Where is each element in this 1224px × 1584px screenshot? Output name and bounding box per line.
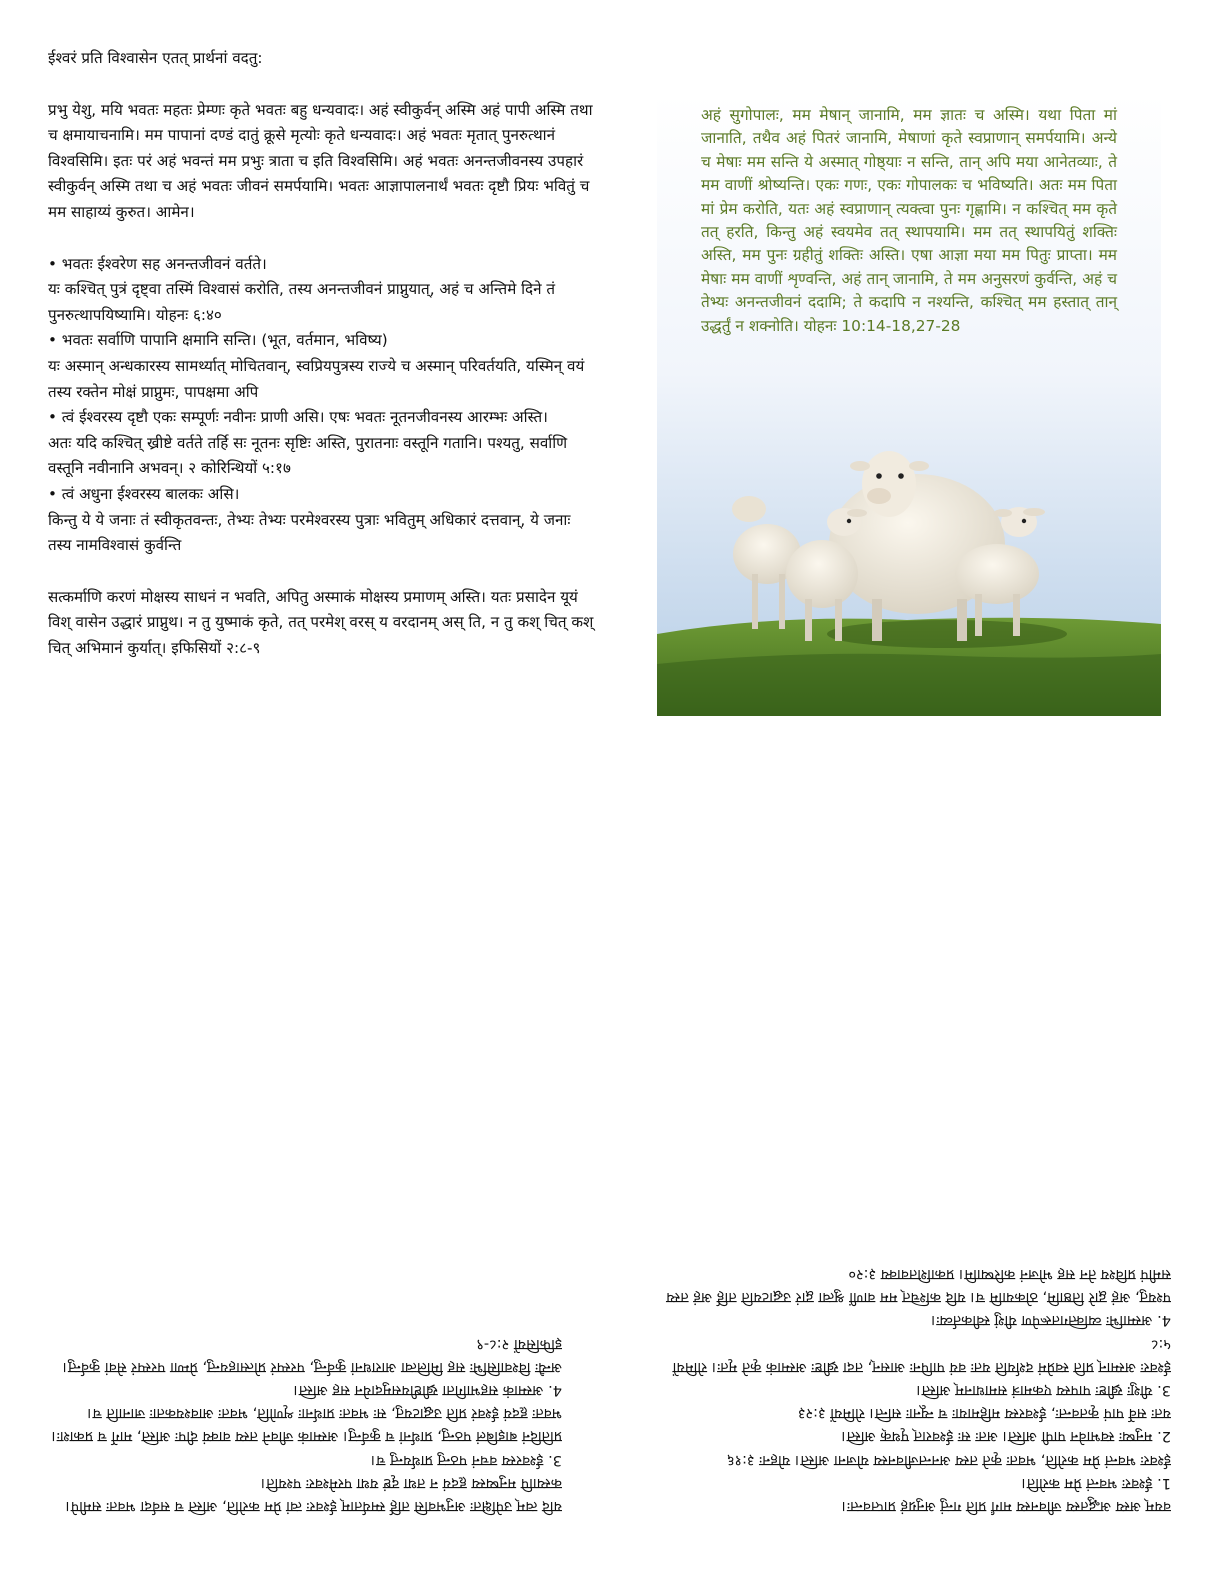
prayer-panel bbox=[48, 46, 596, 661]
text-line: यदि त्वम् उपेक्षितः अनुभवसि तर्हि स्मर्यताम् ईश्वरः त्वां प्रेम करोति, अस्ति च सर्वदा भवतः समीपे। bbox=[65, 1498, 562, 1515]
text-line: कस्यापि मनुष्यस्य हृदयं न तथा दृष्टं यथा परमेश्वरः पश्यति। bbox=[260, 1474, 562, 1492]
text-line: भवतः हृदयं ईश्वरं प्रति उद्घाटयतु, सः भवतः प्रार्थनाः शृणोति, भवतः आवश्यकताः जानाति च। bbox=[87, 1405, 562, 1423]
text-line: 1. ईश्वरः भवन्तं प्रेम करोति। bbox=[1021, 1474, 1171, 1492]
bullet-line: • त्वं ईश्वरस्य दृष्टौ एकः सम्पूर्णः नवीनः प्राणी असि। एषः भवतः नूतनजीवनस्य आरम्भः अस्ति। bbox=[48, 408, 548, 427]
text-line: यतः सर्वे पापं कृतवन्तः, ईश्वरस्य महिमायाः च न्यूनाः सन्ति। रोमियों ३:२३ bbox=[797, 1405, 1171, 1423]
text-line: अन्यैः विश्वासिभिः सह मिलित्वा आराधनां कुर्वन्तु, परस्परं प्रोत्साहयन्तु, प्रेम्णा परस्परं सेवां कुर्वन्तु। इफिसियों २:८-९ bbox=[62, 1335, 562, 1376]
text-line: पश्यतु, अहं द्वारे तिष्ठामि, ठोकयामि च। यदि कश्चित् मम वाणीं श्रुत्वा द्वारं उद्घाटयति तर्हि अहं तस्य समीपं प्रविश्य तेन सह भोजनं करिष्यामि। प्रकाशितवाक्य ३:२० bbox=[666, 1265, 1171, 1307]
upside-down-left-panel bbox=[42, 798, 562, 1518]
bullet-line: • भवतः ईश्वरेण सह अनन्तजीवनं वर्तते। bbox=[48, 254, 267, 273]
text-line: 4. अस्माकं सहभागिता ख्रीष्टीयसमुदायेन सह अस्ति। bbox=[293, 1381, 562, 1399]
text-line: प्रतिदिनं बाइबिलं पठन्तु, प्रार्थनां च कुर्वन्तु। अस्माकं जीवने तस्य वाक्यं दीपः अस्ति, मार्गे च प्रकाशः। bbox=[51, 1428, 562, 1446]
bullet-line: यः कश्चित् पुत्रं दृष्ट्वा तस्मिं विश्वासं करोति, तस्य अनन्तजीवनं प्राप्नुयात्, अहं च अन्तिमे दिने तं पुनरुत्थापयिष्यामि। योहनः ६:४० bbox=[48, 280, 556, 324]
upside-down-right-panel bbox=[655, 798, 1171, 1518]
closing-text: सत्कर्माणि करणं मोक्षस्य साधनं न भवति, अपितु अस्माकं मोक्षस्य प्रमाणम् अस्ति। यतः प्रसादेन यूयं विश् वासेन उद्धारं प्राप्नुथ। न तु युष्माकं कृते, तत् परमेश् वरस् य वरदानम् अस् ति, न तु कश् चित् कश् चित् अभिमानं कुर्यात्। इफिसियों २:८-९ bbox=[48, 587, 594, 657]
bullet-line: • त्वं अधुना ईश्वरस्य बालकः असि। bbox=[48, 484, 240, 503]
prayer-heading: ईश्वरं प्रति विश्वासेन एतत् प्रार्थनां वदतु: bbox=[48, 49, 263, 67]
verse-text: अहं सुगोपालः, मम मेषान् जानामि, मम ज्ञातः च अस्मि। यथा पिता मां जानाति, तथैव अहं पितरं जानामि, मेषाणां कृते स्वप्राणान् समर्पयामि। अन्ये च मेषाः मम सन्ति ये अस्मात् गोष्ठ्याः न सन्ति, तान् अपि मया आनेतव्याः, ते मम वाणीं श्रोष्यन्ति। एकः गणः, एकः गोपालकः च भविष्यति। अतः मम पिता मां प्रेम करोति, यतः अहं स्वप्राणान् त्यक्त्वा पुनः गृह्णामि। न कश्चित् मम कृते तत् हरति, किन्तु अहं स्वयमेव तत् स्थापयामि। मम तत् स्थापयितुं शक्तिः अस्ति, मम पुनः ग्रहीतुं शक्तिः अस्ति। एषा आज्ञा मया मम पितुः प्राप्ता। मम मेषाः मम वाणीं शृण्वन्ति, अहं तान् जानामि, ते मम अनुसरणं कुर्वन्ति, अहं च तेभ्यः अनन्तजीवनं ददामि; ते कदापि न नश्यन्ति, कश्चित् मम हस्तात् तान् उद्धर्तुं न शक्नोति। योहनः 10:14-18,27-28 bbox=[701, 106, 1117, 335]
sheep-photo bbox=[657, 424, 1161, 716]
bullet-line: किन्तु ये ये जनाः तं स्वीकृतवन्तः, तेभ्यः तेभ्यः परमेश्वरस्य पुत्राः भवितुम् अधिकारं दत्तवान्, ये जनाः तस्य नामविश्वासं कुर्वन्ति bbox=[48, 510, 571, 555]
text-line: 3. यीशुः ख्रीष्टः पापस्य एकमात्रं समाधानम् अस्ति। bbox=[916, 1381, 1171, 1399]
sheep-verse-panel bbox=[657, 94, 1161, 716]
bullet-line: अतः यदि कश्चित् ख्रीष्टे वर्तते तर्हि सः नूतनः सृष्टिः अस्ति, पुरातनाः वस्तूनि गतानि। पश्यतु, सर्वाणि वस्तूनि नवीनानि अभवन्। २ कोरिन्थियों ५:१७ bbox=[48, 433, 568, 478]
text-line: 3. ईश्वरस्य वचनं पठन्तु प्रार्थयन्तु च। bbox=[370, 1451, 562, 1469]
text-line: ईश्वरः भवन्तं प्रेम करोति, भवतः कृते तस्य अनन्तजीवनस्य योजना अस्ति। योहनः ३:१६ bbox=[726, 1451, 1171, 1469]
text-line: 4. अस्माभिः व्यक्तिगतरूपेण यीशुं स्वीकर्तव्यः। bbox=[930, 1312, 1171, 1330]
text-line: वयम् अस्य अद्भुतस्य जीवनस्य मार्गं प्रति गन्तुं अनुग्रहं प्राप्तवन्तः। bbox=[841, 1498, 1171, 1515]
bullet-line: यः अस्मान् अन्धकारस्य सामर्थ्यात् मोचितवान्, स्वप्रियपुत्रस्य राज्ये च अस्मान् परिवर्तयति, यस्मिन् वयं तस्य रक्तेन मोक्षं प्राप्नुमः, पापक्षमा अपि bbox=[48, 356, 585, 401]
text-line: ईश्वरः अस्मान् प्रति स्वप्रेमं दर्शयति यतः वयं पापिनः आसन्, तदा ख्रीष्टः अस्माकं कृते मृतः। रोमियों ५:८ bbox=[672, 1335, 1171, 1376]
bullet-line: • भवतः सर्वाणि पापानि क्षमानि सन्ति। (भूत, वर्तमान, भविष्य) bbox=[48, 331, 388, 350]
prayer-text: प्रभु येशु, मयि भवतः महतः प्रेम्णः कृते भवतः बहु धन्यवादः। अहं स्वीकुर्वन् अस्मि अहं पापी अस्मि तथा च क्षमायाचनामि। मम पापानां दण्डं दातुं क्रूसे मृत्योः कृते धन्यवादः। अहं भवतः मृतात् पुनरुत्थानं विश्वसिमि। इतः परं अहं भवन्तं मम प्रभुः त्राता च इति विश्वसिमि। अहं भवतः अनन्तजीवनस्य उपहारं स्वीकुर्वन् अस्मि तथा च अहं भवतः जीवनं समर्पयामि। भवतः आज्ञापालनार्थं भवतः दृष्टौ प्रियः भवितुं च मम साहाय्यं कुरुत। आमेन। bbox=[48, 100, 593, 221]
text-line: 2. मनुष्यः स्वभावेन पापी अस्ति। अतः सः ईश्वरात् पृथक् अस्ति। bbox=[841, 1428, 1171, 1446]
